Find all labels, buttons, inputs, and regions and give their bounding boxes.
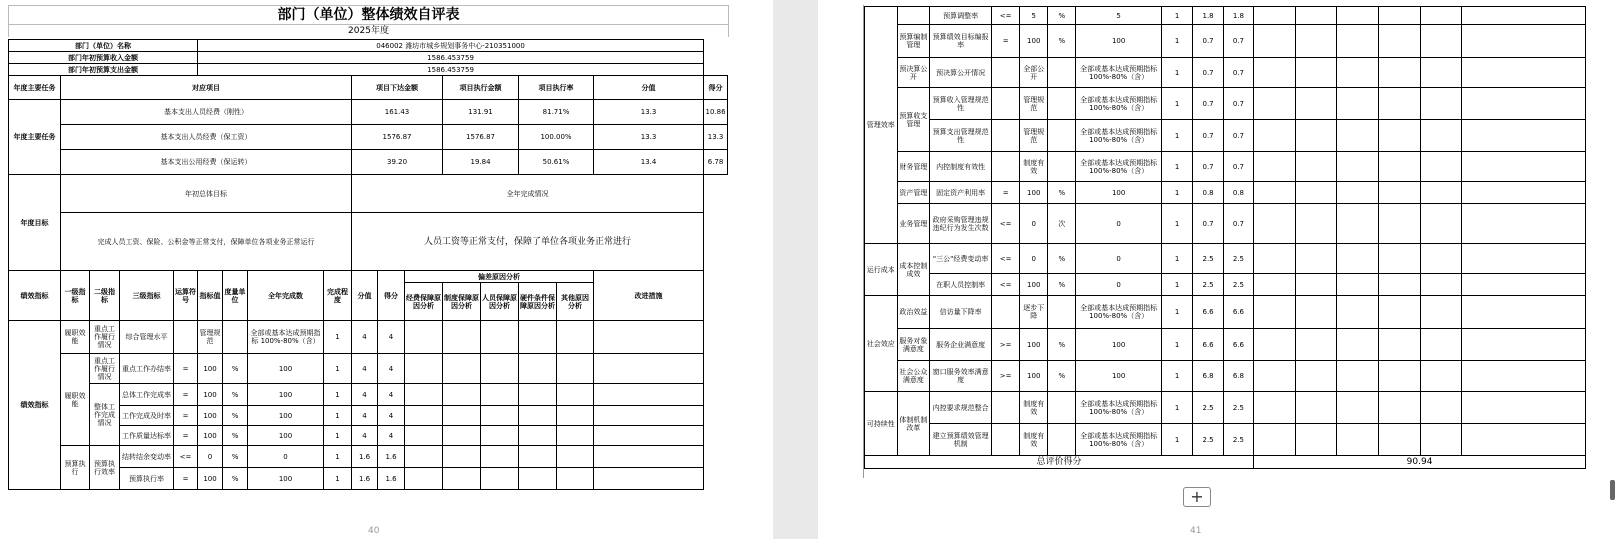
idx-cell: 100 (198, 406, 223, 426)
score-cell: 0.7 (1193, 204, 1223, 244)
idx-cell: 逐步下降 (1020, 296, 1048, 329)
task-get: 10.86 (704, 100, 728, 125)
score-cell: 4 (352, 406, 378, 426)
sym-cell (992, 392, 1020, 424)
idx-cell: 100 (1020, 361, 1048, 392)
get-cell: 0.7 (1223, 25, 1253, 58)
score-cell: 2.5 (1193, 244, 1223, 274)
l2-cell: 财务管理 (897, 152, 930, 182)
task-allot: 1576.87 (352, 125, 443, 150)
done-cell: 100 (1076, 182, 1161, 204)
l3-cell: 建立预算绩效管理机制 (930, 424, 992, 456)
idx-cell: 100 (198, 468, 223, 490)
score-cell: 0.8 (1193, 182, 1223, 204)
l3-cell: 政府采购管理违规违纪行为发生次数 (930, 204, 992, 244)
get-cell: 6.6 (1223, 296, 1253, 329)
get-cell: 6.6 (1223, 329, 1253, 361)
score-cell: 1.6 (352, 446, 378, 468)
income-value: 1586.453759 (198, 52, 704, 64)
unit-cell (223, 321, 248, 354)
done-cell: 全部或基本达成预期指标 100%-80%（含） (1076, 88, 1161, 120)
total-value: 90.94 (1254, 456, 1586, 469)
idx-cell: 100 (198, 426, 223, 446)
done-cell: 0 (1076, 244, 1161, 274)
deg-cell: 1 (1161, 244, 1192, 274)
idx-cell: 管理规范 (1020, 88, 1048, 120)
unit-cell: % (1048, 244, 1076, 274)
l2-cell: 业务管理 (897, 204, 930, 244)
l2-cell: 成本控制成效 (897, 244, 930, 296)
done-cell: 全部或基本达成预期指标 100%-80%（含） (1076, 152, 1161, 182)
sym-cell (992, 120, 1020, 152)
expense-value: 1586.453759 (198, 64, 704, 76)
idx-cell: 全部公开 (1020, 58, 1048, 88)
unit-cell (1048, 392, 1076, 424)
task-exec: 1576.87 (443, 125, 519, 150)
deg-cell: 1 (324, 468, 352, 490)
page40-table (8, 39, 728, 490)
l3-cell: 预算收入管理规范性 (930, 88, 992, 120)
unit-cell: % (1048, 329, 1076, 361)
done-cell: 全部或基本达成预期指标 100%-80%（含） (1076, 296, 1161, 329)
deg-cell: 1 (1161, 392, 1192, 424)
unit-cell: % (223, 426, 248, 446)
get-header: 得分 (378, 271, 405, 321)
unit-cell: % (1048, 182, 1076, 204)
score-cell: 2.5 (1193, 274, 1223, 296)
score-cell: 0.7 (1193, 120, 1223, 152)
l2-cell: 预算编制管理 (897, 25, 930, 58)
unit-cell: % (1048, 361, 1076, 392)
done-cell: 100 (248, 468, 324, 490)
sym-cell: = (174, 426, 198, 446)
score-cell: 4 (352, 384, 378, 406)
sym-cell: <= (174, 446, 198, 468)
idx-cell: 100 (1020, 182, 1048, 204)
get-cell: 4 (378, 406, 405, 426)
sym-cell (992, 296, 1020, 329)
l2-cell: 资产管理 (897, 182, 930, 204)
done-cell: 0 (1076, 204, 1161, 244)
l2-cell: 服务对象满意度 (897, 329, 930, 361)
get-cell: 2.5 (1223, 274, 1253, 296)
deg-cell: 1 (1161, 120, 1192, 152)
done-cell: 100 (248, 426, 324, 446)
task-exec: 19.84 (443, 150, 519, 175)
unit-cell (1048, 424, 1076, 456)
deg-cell: 1 (1161, 361, 1192, 392)
idx-cell: 100 (1020, 274, 1048, 296)
idx-cell: 制度有效 (1020, 392, 1048, 424)
goal-done-text: 人员工资等正常支付，保障了单位各项业务正常进行 (352, 213, 704, 271)
get-cell: 2.5 (1223, 392, 1253, 424)
task-score: 13.4 (594, 150, 704, 175)
idx-cell: 100 (198, 384, 223, 406)
scroll-handle[interactable] (1610, 480, 1615, 500)
l3-cell: 信访量下降率 (930, 296, 992, 329)
l3-cell: 重点工作办结率 (120, 354, 174, 384)
expense-label: 部门年初预算支出金额 (9, 64, 198, 76)
deg-cell: 1 (1161, 152, 1192, 182)
page-number: 40 (368, 526, 380, 536)
l1-cell: 预算执行 (61, 446, 90, 490)
unit-cell: % (223, 354, 248, 384)
total-label: 总评价得分 (865, 456, 1254, 469)
l2-cell: 预算收支管理 (897, 88, 930, 152)
l3-cell: 预算执行率 (120, 468, 174, 490)
score-cell: 4 (352, 321, 378, 354)
get-cell: 6.8 (1223, 361, 1253, 392)
done-header: 全年完成数 (248, 271, 324, 321)
sym-cell: >= (992, 361, 1020, 392)
deg-cell: 1 (324, 354, 352, 384)
idx-header: 指标值 (198, 271, 223, 321)
sym-cell: = (992, 25, 1020, 58)
task-label: 年度主要任务 (9, 100, 61, 175)
idx-cell: 100 (1020, 329, 1048, 361)
get-cell: 2.5 (1223, 244, 1253, 274)
deg-cell: 1 (1161, 58, 1192, 88)
sym-cell (992, 424, 1020, 456)
l2-cell: 整体工作完成情况 (90, 384, 120, 446)
done-cell: 100 (1076, 25, 1161, 58)
score-cell: 6.6 (1193, 329, 1223, 361)
done-cell: 全部或基本达成预期指标 100%-80%（含） (1076, 424, 1161, 456)
done-cell: 100 (1076, 361, 1161, 392)
unit-cell: % (223, 406, 248, 426)
unit-cell (1048, 152, 1076, 182)
l3-cell: 固定资产利用率 (930, 182, 992, 204)
score-header: 分值 (352, 271, 378, 321)
get-cell: 4 (378, 354, 405, 384)
exec-header: 项目执行金额 (443, 76, 519, 100)
cause-header: 人员保障原因分析 (481, 283, 519, 321)
l1-cell: 社会效应 (865, 296, 898, 392)
get-cell: 1.6 (378, 468, 405, 490)
l2-cell: 政治效益 (897, 296, 930, 329)
l2-cell: 重点工作履行情况 (90, 354, 120, 384)
get-cell: 1.8 (1223, 7, 1253, 25)
get-cell: 0.8 (1223, 182, 1253, 204)
item-header: 对应项目 (61, 76, 352, 100)
unit-cell (1048, 58, 1076, 88)
task-exec: 131.91 (443, 100, 519, 125)
score-cell: 2.5 (1193, 392, 1223, 424)
goal-label: 年度目标 (9, 175, 61, 271)
deg-cell: 1 (1161, 182, 1192, 204)
done-cell: 100 (248, 406, 324, 426)
l3-cell: 总体工作完成率 (120, 384, 174, 406)
unit-cell: % (223, 384, 248, 406)
task-item: 基本支出人员经费（保工资） (61, 125, 352, 150)
allot-header: 项目下达金额 (352, 76, 443, 100)
idx-cell: 管理规范 (1020, 120, 1048, 152)
score-cell: 1.8 (1193, 7, 1223, 25)
get-cell: 4 (378, 426, 405, 446)
idx-cell: 管理规范 (198, 321, 223, 354)
deg-header: 完成程度 (324, 271, 352, 321)
done-cell: 全部或基本达成预期指标 100%-80%（含） (1076, 392, 1161, 424)
fix-header: 改进措施 (594, 271, 704, 321)
sym-cell (992, 58, 1020, 88)
income-label: 部门年初预算收入金额 (9, 52, 198, 64)
page41-table (864, 6, 1586, 469)
l3-cell: 综合管理水平 (120, 321, 174, 354)
sym-cell: <= (992, 274, 1020, 296)
unit-cell: % (1048, 25, 1076, 58)
deg-cell: 1 (324, 446, 352, 468)
task-header: 年度主要任务 (9, 76, 61, 100)
idx-cell: 5 (1020, 7, 1048, 25)
sym-cell: >= (992, 329, 1020, 361)
score-cell: 6.6 (1193, 296, 1223, 329)
unit-cell: % (1048, 7, 1076, 25)
l1-cell: 运行成本 (865, 244, 898, 296)
goal-init-text: 完成人员工资、保险、公积金等正常支付，保障单位各项业务正常运行 (61, 213, 352, 271)
deg-cell: 1 (1161, 296, 1192, 329)
deg-cell: 1 (324, 406, 352, 426)
cause-header: 经费保障原因分析 (405, 283, 443, 321)
get-cell: 0.7 (1223, 88, 1253, 120)
score-cell: 0.7 (1193, 25, 1223, 58)
l3-cell: 工作完成及时率 (120, 406, 174, 426)
deg-cell: 1 (1161, 204, 1192, 244)
l3-header: 三级指标 (120, 271, 174, 321)
goal-init-header: 年初总体目标 (61, 175, 352, 213)
get-cell: 0.7 (1223, 120, 1253, 152)
idx-cell: 0 (198, 446, 223, 468)
l3-cell: 内控要求规范整合 (930, 392, 992, 424)
deg-cell: 1 (1161, 88, 1192, 120)
page-41 (818, 0, 1615, 539)
deg-cell: 1 (324, 426, 352, 446)
rate-header: 项目执行率 (519, 76, 594, 100)
sym-cell: = (174, 406, 198, 426)
report-title: 部门（单位）整体绩效自评表 (8, 5, 729, 24)
l1-cell: 管理效率 (865, 7, 898, 244)
l3-cell: 服务企业满意度 (930, 329, 992, 361)
l2-header: 二级指标 (90, 271, 120, 321)
get-cell: 2.5 (1223, 424, 1253, 456)
sym-cell: = (174, 468, 198, 490)
get-cell: 4 (378, 321, 405, 354)
sym-cell (992, 88, 1020, 120)
score-cell: 1.6 (352, 468, 378, 490)
done-cell: 全部或基本达成预期指标 100%-80%（含） (1076, 58, 1161, 88)
task-rate: 81.71% (519, 100, 594, 125)
task-score: 13.3 (594, 125, 704, 150)
unit-cell: 次 (1048, 204, 1076, 244)
l2-cell: 社会公众满意度 (897, 361, 930, 392)
task-item: 基本支出人员经费（刚性） (61, 100, 352, 125)
deg-cell: 1 (324, 321, 352, 354)
perf-label: 绩效指标 (9, 321, 61, 490)
l2-cell: 预决算公开 (897, 58, 930, 88)
sym-cell (992, 152, 1020, 182)
score-cell: 0.7 (1193, 88, 1223, 120)
done-cell: 100 (248, 384, 324, 406)
unit-cell: % (223, 468, 248, 490)
deg-cell: 1 (1161, 7, 1192, 25)
add-page-button[interactable]: + (1183, 487, 1211, 507)
get-cell: 0.7 (1223, 204, 1253, 244)
task-item: 基本支出公用经费（保运转） (61, 150, 352, 175)
done-cell: 100 (1076, 329, 1161, 361)
l3-cell: 预算支出管理规范性 (930, 120, 992, 152)
get-cell: 1.6 (378, 446, 405, 468)
idx-cell: 制度有效 (1020, 152, 1048, 182)
page-40 (0, 0, 773, 539)
sym-cell: = (992, 182, 1020, 204)
sym-cell: <= (992, 204, 1020, 244)
sym-cell (174, 321, 198, 354)
task-score: 13.3 (594, 100, 704, 125)
score-cell: 0.7 (1193, 152, 1223, 182)
deg-cell: 1 (324, 384, 352, 406)
l1-cell: 履职效能 (61, 354, 90, 446)
l2-cell: 预算执行效率 (90, 446, 120, 490)
idx-cell: 100 (198, 354, 223, 384)
cause-header: 制度保障原因分析 (443, 283, 481, 321)
l3-cell: 预算绩效目标编报率 (930, 25, 992, 58)
idx-cell: 100 (1020, 25, 1048, 58)
score-header: 分值 (594, 76, 704, 100)
unit-cell: % (1048, 274, 1076, 296)
done-cell: 0 (248, 446, 324, 468)
l2-cell: 重点工作履行情况 (90, 321, 120, 354)
deg-cell: 1 (1161, 274, 1192, 296)
dept-value: 046002 潍坊市城乡规划事务中心-210351000 (198, 40, 704, 52)
sym-cell: <= (992, 244, 1020, 274)
sym-header: 运算符号 (174, 271, 198, 321)
bias-header: 偏差原因分析 (405, 271, 594, 283)
perf-header: 绩效指标 (9, 271, 61, 321)
unit-cell (1048, 120, 1076, 152)
l3-cell: 内控制度有效性 (930, 152, 992, 182)
page-number: 41 (1190, 526, 1202, 536)
unit-cell: % (223, 446, 248, 468)
done-cell: 5 (1076, 7, 1161, 25)
l3-cell: 工作质量达标率 (120, 426, 174, 446)
deg-cell: 1 (1161, 329, 1192, 361)
task-rate: 100.00% (519, 125, 594, 150)
cause-header: 其他原因分析 (557, 283, 594, 321)
unit-header: 度量单位 (223, 271, 248, 321)
score-cell: 6.8 (1193, 361, 1223, 392)
get-cell: 0.7 (1223, 152, 1253, 182)
score-cell: 2.5 (1193, 424, 1223, 456)
sym-cell: <= (992, 7, 1020, 25)
done-cell: 全部或基本达成预期指标 100%-80%（含） (248, 321, 324, 354)
deg-cell: 1 (1161, 25, 1192, 58)
l3-cell: 在职人员控制率 (930, 274, 992, 296)
l1-cell: 可持续性 (865, 392, 898, 456)
l2-cell: 体制机制改革 (897, 392, 930, 456)
idx-cell: 制度有效 (1020, 424, 1048, 456)
dept-label: 部门（单位）名称 (9, 40, 198, 52)
goal-done-header: 全年完成情况 (352, 175, 704, 213)
task-rate: 50.61% (519, 150, 594, 175)
l3-cell: 预算调整率 (930, 7, 992, 25)
l1-header: 一级指标 (61, 271, 90, 321)
l1-cell: 履职效能 (61, 321, 90, 354)
idx-cell: 0 (1020, 204, 1048, 244)
idx-cell: 0 (1020, 244, 1048, 274)
deg-cell: 1 (1161, 424, 1192, 456)
report-year: 2025年度 (8, 24, 729, 37)
score-cell: 0.7 (1193, 58, 1223, 88)
score-cell: 4 (352, 354, 378, 384)
unit-cell (1048, 296, 1076, 329)
task-allot: 39.20 (352, 150, 443, 175)
done-cell: 0 (1076, 274, 1161, 296)
done-cell: 全部或基本达成预期指标 100%-80%（含） (1076, 120, 1161, 152)
done-cell: 100 (248, 354, 324, 384)
task-get: 6.78 (704, 150, 728, 175)
task-allot: 161.43 (352, 100, 443, 125)
unit-cell (1048, 88, 1076, 120)
sym-cell: = (174, 384, 198, 406)
cause-header: 硬件条件保障原因分析 (519, 283, 557, 321)
task-get: 13.3 (704, 125, 728, 150)
get-header: 得分 (704, 76, 728, 100)
l3-cell: 预决算公开情况 (930, 58, 992, 88)
score-cell: 4 (352, 426, 378, 446)
l3-cell: 结转结余变动率 (120, 446, 174, 468)
get-cell: 0.7 (1223, 58, 1253, 88)
l3-cell: "三公"经费变动率 (930, 244, 992, 274)
sym-cell: = (174, 354, 198, 384)
l3-cell: 窗口服务效率满意度 (930, 361, 992, 392)
get-cell: 4 (378, 384, 405, 406)
